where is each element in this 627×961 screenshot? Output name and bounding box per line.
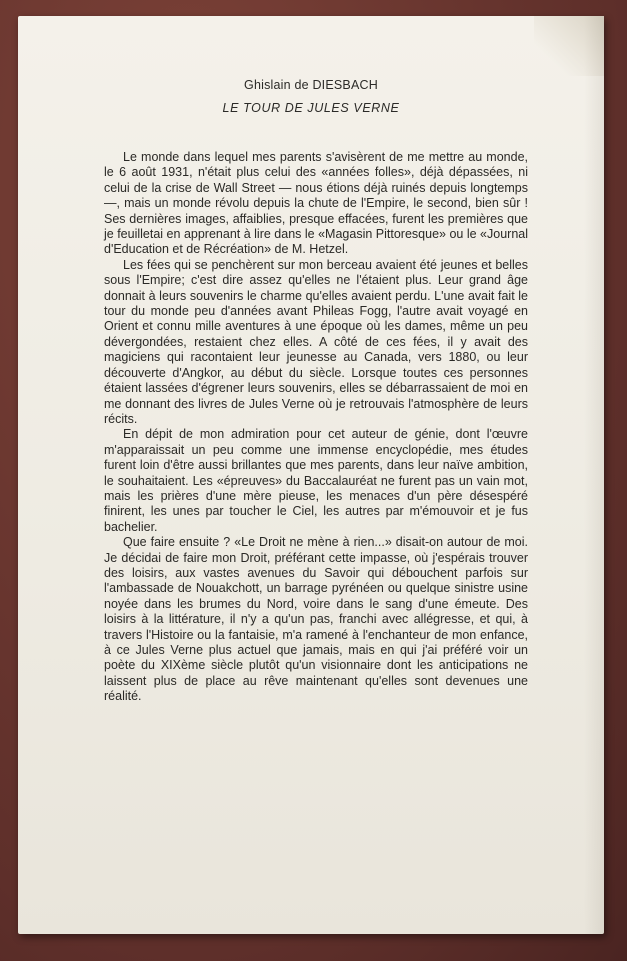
blurb-paragraph-3: En dépit de mon admiration pour cet auteur de génie, dont l'œuvre m'apparaissait un peu comme une immense encyclopédie, mes études furent loin d'être aussi brillantes que mes parents, dans leur naïve ambition, le souhaitaient. Les «épreuves» du Baccalauréat ne furent pas un vain mot, mais les prières d'une mère pieuse, les menaces d'un père désespéré finirent, les unes par toucher le Ciel, les autres par m'émouvoir et je fus bachelier.	[104, 427, 528, 534]
cover-edge-shadow	[584, 16, 604, 934]
book-back-cover	[18, 16, 604, 934]
author-name: Ghislain de DIESBACH	[244, 78, 378, 92]
blurb-paragraph-1: Le monde dans lequel mes parents s'avisèrent de me mettre au monde, le 6 août 1931, n'était plus celui des «années folles», déjà dépassées, ni celui de la crise de Wall Street — nous étions déjà ruinés depuis longtemps —, mais un monde révolu depuis la chute de l'Empire, le second, bien sûr ! Ses dernières images, affaiblies, presque effacées, furent les premières que je feuilletai en apprenant à lire dans le «Magasin Pittoresque» ou le «Journal d'Education et de Récréation» de M. Hetzel.	[104, 150, 528, 257]
book-title: LE TOUR DE JULES VERNE	[222, 101, 400, 115]
blurb-text	[104, 150, 528, 705]
blurb-paragraph-4: Que faire ensuite ? «Le Droit ne mène à rien...» disait-on autour de moi. Je décidai de faire mon Droit, préférant cette impasse, où j'espérais trouver des loisirs, aux vastes avenues du Savoir qui débouchent parfois sur l'ambassade de Nouakchott, un barrage pyrénéen ou quelque sinistre usine noyée dans les brumes du Nord, voire dans le sang d'une émeute. Des loisirs à la littérature, il n'y a qu'un pas, franchi avec allégresse, et qui, à travers l'Histoire ou la fantaisie, m'a ramené à l'enchanteur de mon enfance, à ce Jules Verne plus actuel que jamais, mais en qui j'ai préféré voir un poète du XIXème siècle plutôt qu'un visionnaire dont les anticipations ne laissent plus de place au rêve maintenant qu'elles sont devenues une réalité.	[104, 535, 528, 704]
blurb-paragraph-2: Les fées qui se penchèrent sur mon berceau avaient été jeunes et belles sous l'Empire; c'est dire assez qu'elles ne l'étaient plus. Leur grand âge donnait à leurs souvenirs le charme qu'elles avaient perdu. L'une avait fait le tour du monde peu d'années avant Phileas Fogg, l'autre avait voyagé en Orient et connu mille aventures à une époque où les dames, même un peu dévergondées, restaient chez elles. A côté de ces fées, il y avait des magiciens qui racontaient leur jeunesse au Canada, vers 1880, ou leur découverte d'Angkor, au début du siècle. Lorsque toutes ces personnes étaient lassées d'égrener leurs souvenirs, elles se débarrassaient de moi en me donnant des livres de Jules Verne où je retrouvais l'atmosphère de leurs récits.	[104, 257, 528, 426]
